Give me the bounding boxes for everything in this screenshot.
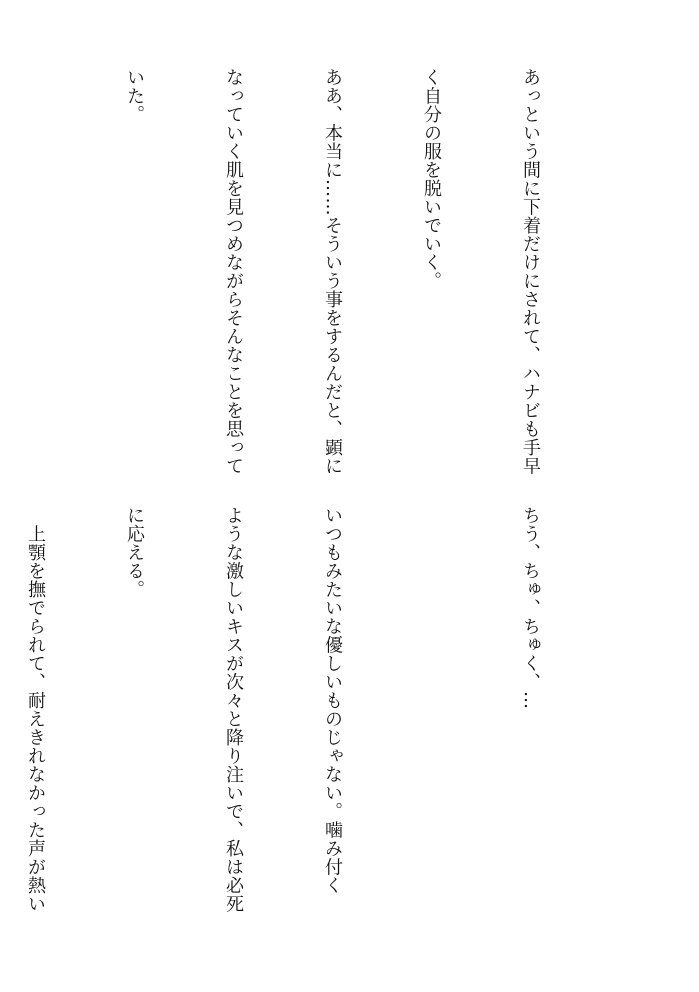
blank-line — [415, 506, 448, 936]
text-line: いた。 — [124, 68, 145, 124]
text-line: ちう、ちゅ、ちゅく、… — [520, 506, 541, 710]
text-block-bottom — [0, 506, 613, 936]
text-line: ああ、本当に……そういう事をするんだと、顕に — [322, 68, 343, 475]
text-line: なっていく肌を見つめながらそんなことを思って — [223, 68, 244, 475]
text-line: 上顎を撫でられて、耐えきれなかった声が熱い — [25, 506, 46, 913]
text-line: く自分の服を脱いでいく。 — [421, 68, 442, 290]
text-line: いつもみたいな優しいものじゃない。噛み付く — [322, 506, 343, 895]
blank-line — [19, 68, 52, 508]
text-line: ような激しいキスが次々と降り注いで、私は必死 — [223, 506, 244, 913]
text-line: に応える。 — [124, 506, 145, 599]
text-line: あっという間に下着だけにされて、ハナビも手早 — [520, 68, 541, 475]
text-block-top — [0, 68, 613, 508]
